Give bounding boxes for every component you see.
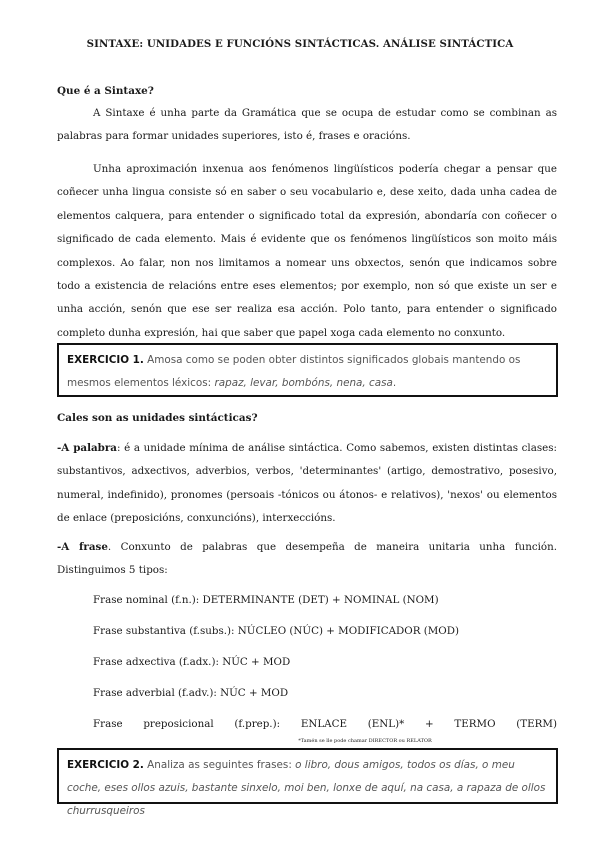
exercise-2-label: EXERCICIO 2. [67,759,144,771]
paragraph-approach: Unha aproximación inxenua aos fenómenos lingüísticos podería chegar a pensar que coñecer unha lingua consiste só en saber o seu vocabulario e, dese xeito, dada unha cadea de elementos calquera, para entender o significado total da expresión, abondaría con coñecer o significado de cada elemento. Mais é evidente que os fenómenos lingüísticos son moito máis complexos. Ao falar, non nos limitamos a nomear uns obxectos, senón que indicamos sobre todo a existencia de relacións entre eses elementos; por exemplo, non só que existe un ser e unha acción, senón que ese ser realiza esa acción. Polo tanto, para entender o significado completo dunha expresión, hai que saber que papel xoga cada elemento no conxunto. [57,163,557,339]
exercise-1-words: rapaz, levar, bombóns, nena, casa [214,377,393,389]
exercise-1-label: EXERCICIO 1. [67,354,144,366]
exercise-1-end: . [392,377,397,389]
exercise-1-text: Amosa como se poden obter distintos significados globais mantendo os mesmos elementos léxicos: [67,354,521,389]
phrase-preposicional [93,718,557,730]
phrase-prep-word: TERMO [454,718,496,730]
phrase-prep-word: Frase [93,718,123,730]
phrase-prep-word: (f.prep.): [234,718,281,730]
phrase-prep-word: + [425,718,434,730]
paragraph-definition: A Sintaxe é unha parte da Gramática que se ocupa de estudar como se combinan as palabras para formar unidades superiores, isto é, frases e oracións. [57,107,557,143]
exercise-2-text: Analiza as seguintes frases: [143,759,296,771]
phrase-prep-word: preposicional [143,718,214,730]
paragraph-palabra [57,437,557,531]
phrase-adverbial: Frase adverbial (f.adv.): NÚC + MOD [93,687,289,699]
exercise-1-box [57,343,558,397]
paragraph-frase [57,536,557,583]
exercise-2-box [57,748,558,817]
palabra-text: : é a unidade mínima de análise sintáctica. Como sabemos, existen distintas clases: substantivos, adxectivos, adverbios, verbos, 'determinantes' (artigo, demostrativo, posesivo, numeral, indefinido), pronomes (persoais -tónicos ou átonos- e relativos), 'nexos' ou elementos de enlace (preposicións, conxuncións), interxeccións. [57,442,557,525]
footnote: *Tamén se lle pode chamar DIRECTOR ou RELATOR [298,738,432,744]
frase-text: . Conxunto de palabras que desempeña de maneira unitaria unha función. Distinguimos 5 tipos: [57,541,557,577]
phrase-prep-word: (TERM) [516,718,557,730]
heading-que-e-sintaxe: Que é a Sintaxe? [57,85,154,97]
phrase-nominal: Frase nominal (f.n.): DETERMINANTE (DET) + NOMINAL (NOM) [93,594,439,606]
heading-unidades: Cales son as unidades sintácticas? [57,412,258,424]
document-title: SINTAXE: UNIDADES E FUNCIÓNS SINTÁCTICAS. ANÁLISE SINTÁCTICA [86,38,514,50]
phrase-adxectiva: Frase adxectiva (f.adx.): NÚC + MOD [93,656,291,668]
phrase-substantiva: Frase substantiva (f.subs.): NÚCLEO (NÚC) + MODIFICADOR (MOD) [93,625,460,637]
exercise-2-phrases: o libro, dous amigos, todos os días, o meu coche, eses ollos azuis, bastante sinxelo, moi ben, lonxe de aquí, na casa, a rapaza de ollos churrusqueiros [67,759,546,817]
palabra-label: -A palabra [57,442,117,454]
phrase-prep-word: ENLACE [300,718,348,730]
frase-label: -A frase [57,541,108,553]
phrase-prep-word: (ENL)* [367,718,405,730]
